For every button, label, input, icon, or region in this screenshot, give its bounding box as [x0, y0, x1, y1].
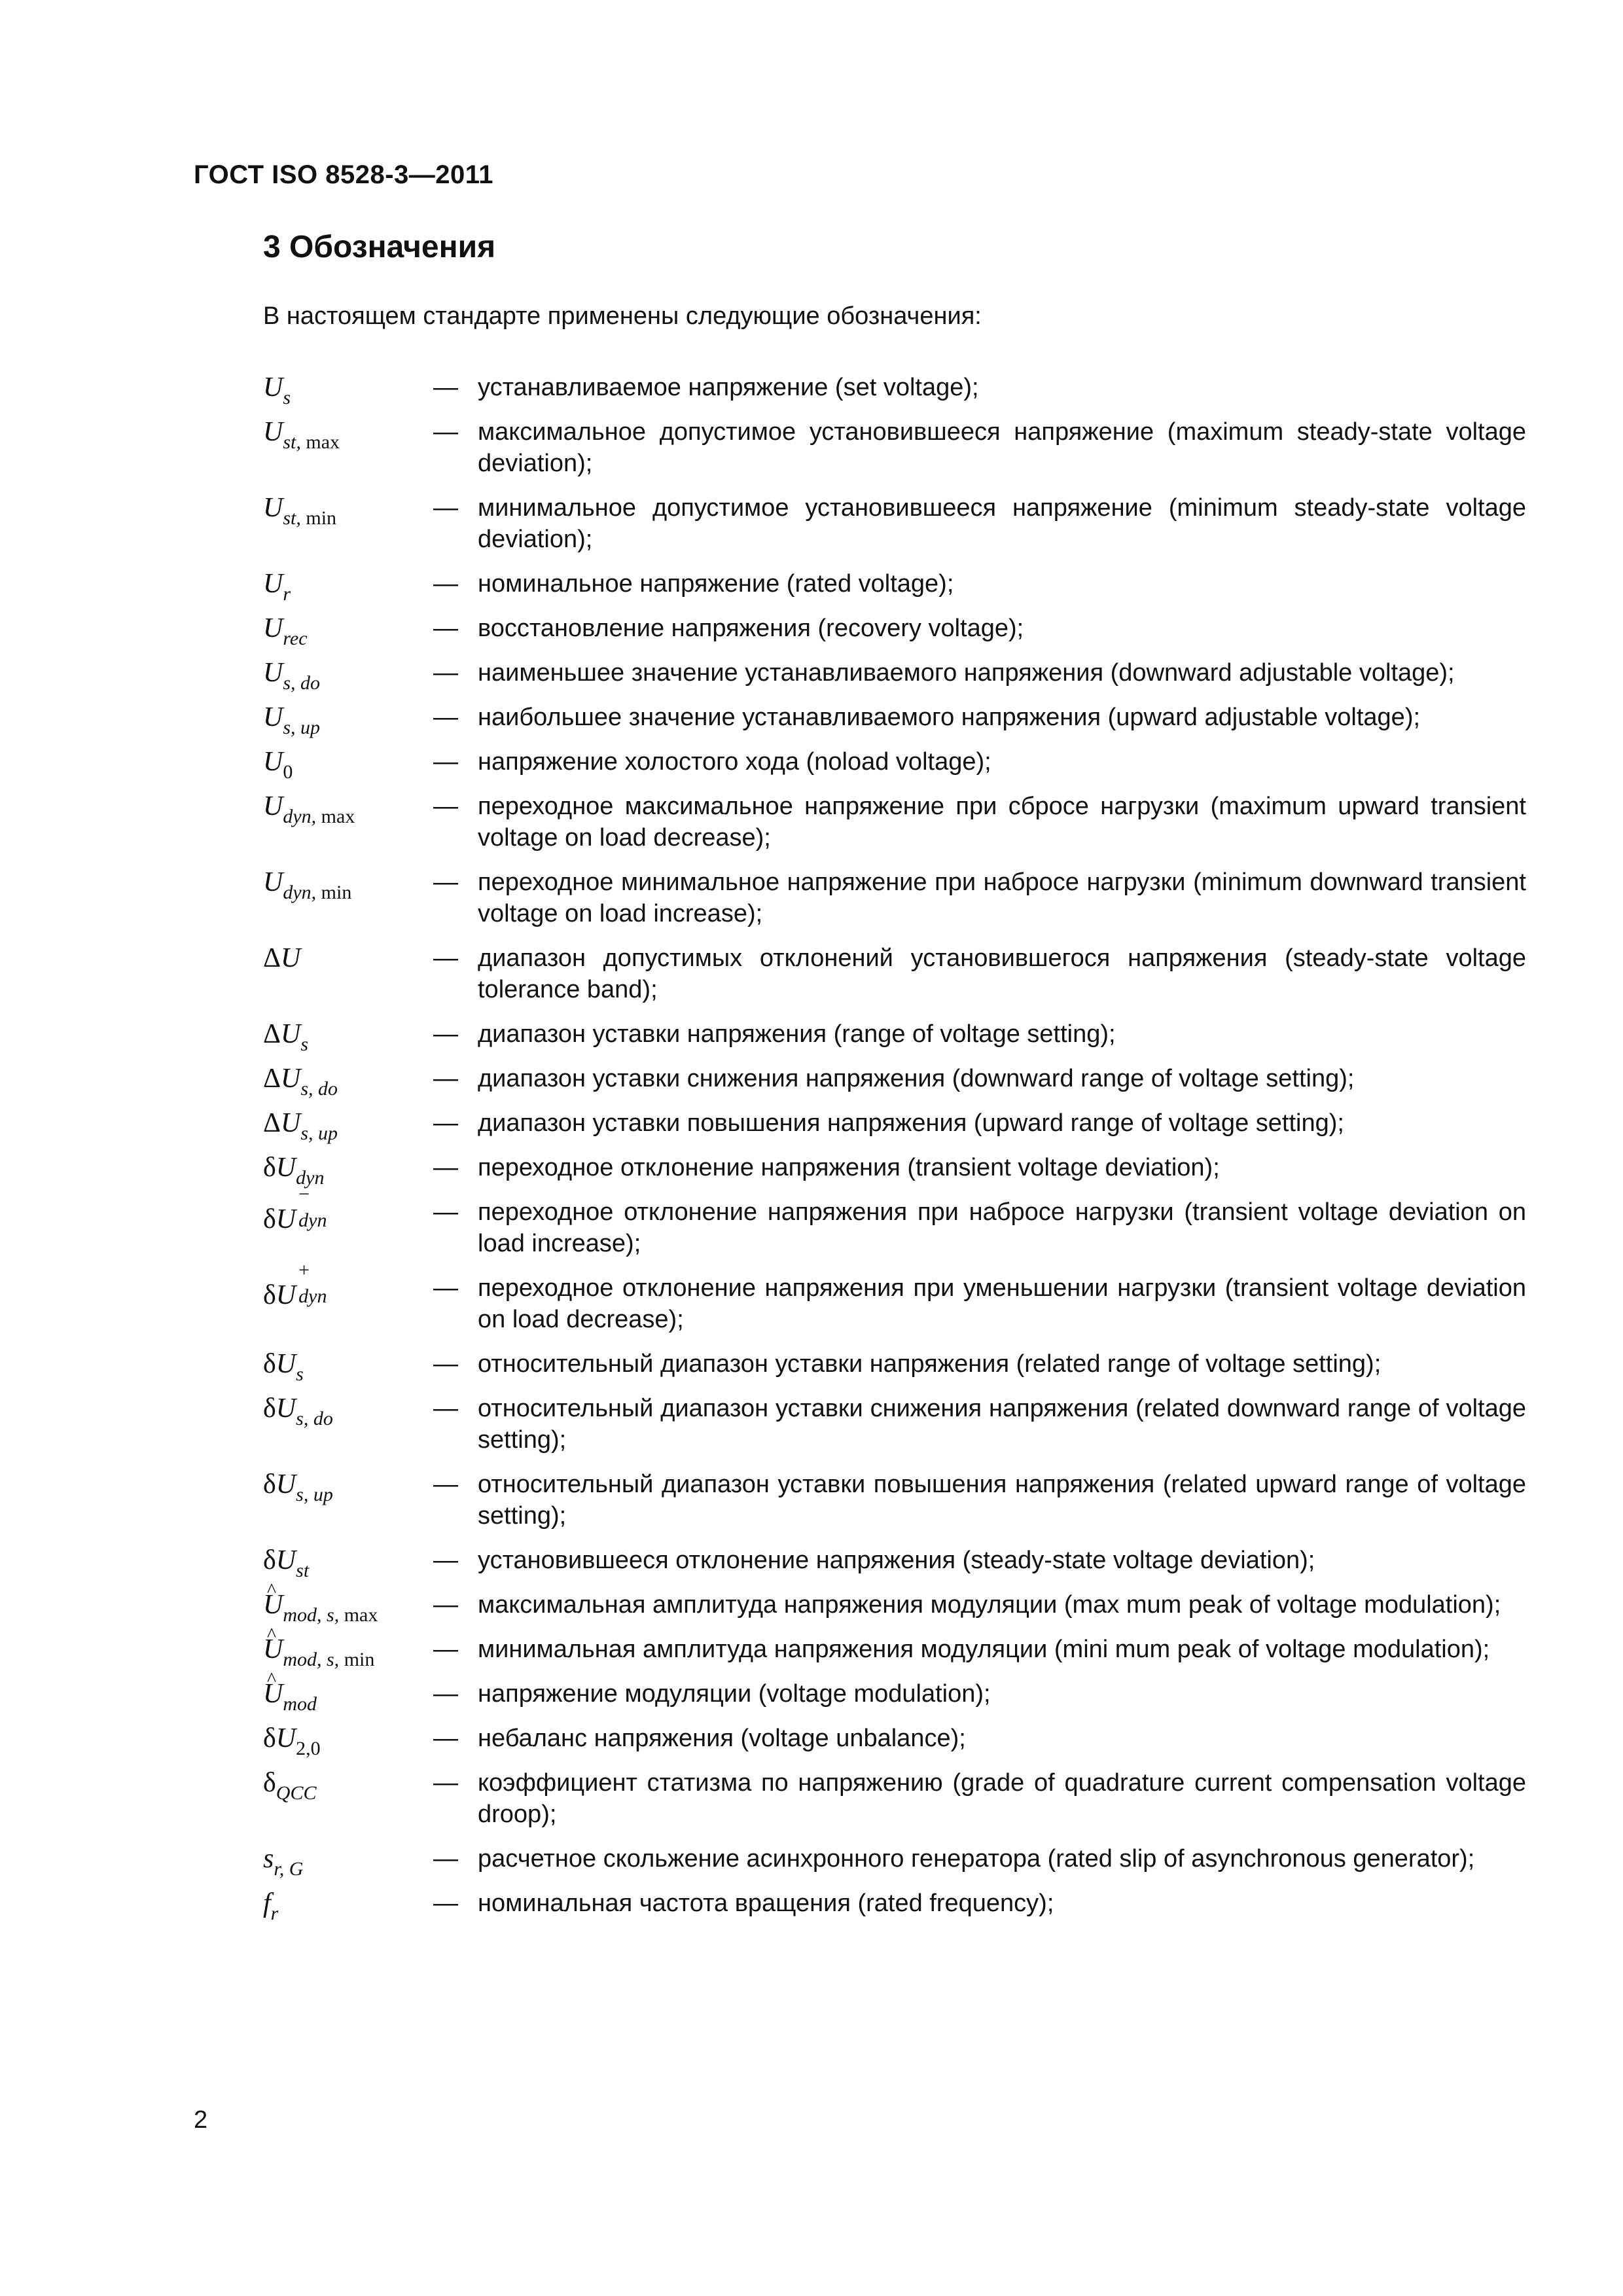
- dash: —: [433, 1395, 458, 1422]
- symbol-entry-umod: [263, 1678, 1526, 1715]
- symbol: $\delta U_{st}$: [263, 1545, 310, 1581]
- symbol-description: установившееся отклонение напряжения (steady-state voltage deviation);: [478, 1547, 1315, 1574]
- dash: —: [433, 1890, 458, 1917]
- symbol-description: наибольшее значение устанавливаемого напряжения (upward adjustable voltage);: [478, 704, 1421, 731]
- symbol: $s_{r, G}$: [263, 1844, 304, 1880]
- symbol: $U_{st, min}$: [263, 493, 337, 529]
- dash: —: [433, 793, 458, 820]
- symbol: $U_0$: [263, 747, 293, 783]
- symbol-entry-dudyn-plus: [263, 1259, 1526, 1335]
- symbol-entry-dudyn-minus: [263, 1183, 1526, 1259]
- symbol-description: переходное отклонение напряжения при уменьшении нагрузки (transient voltage deviation on load decrease);: [478, 1274, 1526, 1333]
- symbol: $\Delta U_{s, up}$: [263, 1108, 338, 1144]
- section-intro: В настоящем стандарте применены следующие обозначения:: [263, 302, 982, 330]
- symbol-description: номинальное напряжение (rated voltage);: [478, 570, 954, 598]
- symbol-entry-u0: [263, 746, 1526, 783]
- dash: —: [433, 944, 458, 972]
- symbol-entry-delta-u: [263, 942, 1526, 1005]
- dash: —: [433, 1198, 458, 1226]
- symbol-description: максимальное допустимое установившееся напряжение (maximum steady-state voltage deviation);: [478, 418, 1526, 477]
- symbol-description: диапазон допустимых отклонений установившегося напряжения (steady-state voltage tolerance band);: [478, 944, 1526, 1003]
- dash: —: [433, 1154, 458, 1181]
- dash: —: [433, 615, 458, 642]
- symbol: $\delta U_{dyn}$: [263, 1153, 325, 1189]
- dash: —: [433, 748, 458, 776]
- dash: —: [433, 374, 458, 401]
- symbol-entry-urec: [263, 613, 1526, 649]
- dash: —: [433, 1065, 458, 1092]
- symbol-description: небаланс напряжения (voltage unbalance);: [478, 1725, 966, 1752]
- symbol-entry-umod-s-max: [263, 1589, 1526, 1626]
- symbol: $\Delta U_s$: [263, 1019, 309, 1055]
- document-code: ГОСТ ISO 8528-3—2011: [194, 160, 494, 189]
- symbol: $U_r$: [263, 569, 291, 605]
- symbol-entry-delta-us-do: [263, 1063, 1526, 1100]
- page-number: 2: [194, 2106, 208, 2134]
- symbol-description: переходное отклонение напряжения при набросе нагрузки (transient voltage deviation on load increase);: [478, 1198, 1526, 1257]
- symbol: $U_s$: [263, 372, 291, 408]
- symbol-entry-udyn-min: [263, 867, 1526, 929]
- symbol: ^ $U_{mod, s, max}$: [263, 1589, 433, 1621]
- symbol: $\delta U_s$: [263, 1349, 304, 1385]
- symbol-entry-delta-us-up: [263, 1107, 1526, 1144]
- symbol-entry-srg: [263, 1843, 1526, 1880]
- symbol-description: относительный диапазон уставки снижения напряжения (related downward range of voltage setting);: [478, 1395, 1526, 1454]
- section-title: 3 Обозначения: [263, 230, 496, 264]
- symbol-description: переходное максимальное напряжение при сбросе нагрузки (maximum upward transient voltage on load decrease);: [478, 793, 1526, 852]
- dash: —: [433, 1636, 458, 1663]
- symbol-description: расчетное скольжение асинхронного генератора (rated slip of asynchronous generator);: [478, 1845, 1475, 1873]
- symbol: δU + dyn: [263, 1259, 327, 1310]
- symbol-entry-umod-s-min: [263, 1634, 1526, 1670]
- symbol-description: относительный диапазон уставки напряжения (related range of voltage setting);: [478, 1350, 1382, 1378]
- dash: —: [433, 1591, 458, 1619]
- symbol: δU − dyn: [263, 1183, 327, 1234]
- symbol-description: наименьшее значение устанавливаемого напряжения (downward adjustable voltage);: [478, 659, 1455, 687]
- symbol-entry-dust: [263, 1545, 1526, 1581]
- symbol-entry-fr: [263, 1888, 1526, 1924]
- symbol: ^ $U_{mod, s, min}$: [263, 1634, 433, 1665]
- dash: —: [433, 1020, 458, 1048]
- symbol-entry-dus: [263, 1348, 1526, 1385]
- symbol-entry-ust-min: [263, 492, 1526, 555]
- symbol: $f_r$: [263, 1888, 279, 1924]
- symbol-description: диапазон уставки повышения напряжения (upward range of voltage setting);: [478, 1109, 1344, 1137]
- symbol-entry-du20: [263, 1723, 1526, 1759]
- symbol-description: минимальное допустимое установившееся напряжение (minimum steady-state voltage deviation);: [478, 494, 1526, 553]
- dash: —: [433, 1109, 458, 1137]
- symbol: ΔU: [263, 943, 301, 973]
- dash: —: [433, 1725, 458, 1752]
- symbol-entry-us-do: [263, 657, 1526, 694]
- symbol-description: восстановление напряжения (recovery voltage);: [478, 615, 1024, 642]
- symbol-description: относительный диапазон уставки повышения напряжения (related upward range of voltage setting);: [478, 1471, 1526, 1530]
- symbol: $\Delta U_{s, do}$: [263, 1064, 338, 1100]
- dash: —: [433, 1769, 458, 1797]
- symbol: ^ $U_{mod}$: [263, 1678, 433, 1710]
- symbol-description: минимальная амплитуда напряжения модуляции (mini mum peak of voltage modulation);: [478, 1636, 1490, 1663]
- dash: —: [433, 418, 458, 446]
- symbol-entry-dqcc: [263, 1767, 1526, 1830]
- symbol: $\delta U_{s, up}$: [263, 1469, 333, 1505]
- symbol: $\delta_{QCC}$: [263, 1768, 317, 1804]
- dash: —: [433, 1274, 458, 1302]
- symbol-description: переходное отклонение напряжения (transient voltage deviation);: [478, 1154, 1220, 1181]
- symbol-description: максимальная амплитуда напряжения модуляции (max mum peak of voltage modulation);: [478, 1591, 1501, 1619]
- symbol: $\delta U_{2,0}$: [263, 1723, 321, 1759]
- symbol-entry-dudyn: [263, 1152, 1526, 1189]
- symbol-list: [263, 372, 1526, 1932]
- symbol-entry-us-up: [263, 702, 1526, 738]
- symbol-description: диапазон уставки снижения напряжения (downward range of voltage setting);: [478, 1065, 1355, 1092]
- symbol: $U_{dyn, max}$: [263, 791, 355, 827]
- symbol-description: устанавливаемое напряжение (set voltage);: [478, 374, 979, 401]
- symbol: $U_{rec}$: [263, 613, 308, 649]
- symbol-description: номинальная частота вращения (rated frequency);: [478, 1890, 1054, 1917]
- symbol: $U_{st, max}$: [263, 417, 340, 453]
- symbol-description: коэффициент статизма по напряжению (grade of quadrature current compensation voltage droop);: [478, 1769, 1526, 1828]
- symbol-entry-delta-us: [263, 1018, 1526, 1055]
- symbol-description: напряжение холостого хода (noload voltage);: [478, 748, 991, 776]
- symbol-entry-dus-up: [263, 1469, 1526, 1532]
- dash: —: [433, 1547, 458, 1574]
- dash: —: [433, 1680, 458, 1708]
- symbol-entry-us: [263, 372, 1526, 408]
- symbol: $\delta U_{s, do}$: [263, 1393, 333, 1429]
- symbol: $U_{s, do}$: [263, 658, 321, 694]
- dash: —: [433, 1471, 458, 1498]
- dash: —: [433, 1350, 458, 1378]
- symbol-description: напряжение модуляции (voltage modulation);: [478, 1680, 991, 1708]
- symbol: $U_{dyn, min}$: [263, 867, 352, 903]
- dash: —: [433, 570, 458, 598]
- symbol-entry-ur: [263, 568, 1526, 605]
- symbol: $U_{s, up}$: [263, 702, 321, 738]
- symbol-entry-dus-do: [263, 1393, 1526, 1456]
- symbol-description: диапазон уставки напряжения (range of voltage setting);: [478, 1020, 1116, 1048]
- dash: —: [433, 1845, 458, 1873]
- dash: —: [433, 869, 458, 896]
- symbol-entry-udyn-max: [263, 791, 1526, 853]
- dash: —: [433, 659, 458, 687]
- symbol-entry-ust-max: [263, 416, 1526, 479]
- symbol-description: переходное минимальное напряжение при набросе нагрузки (minimum downward transient voltage on load increase);: [478, 869, 1526, 927]
- dash: —: [433, 494, 458, 522]
- dash: —: [433, 704, 458, 731]
